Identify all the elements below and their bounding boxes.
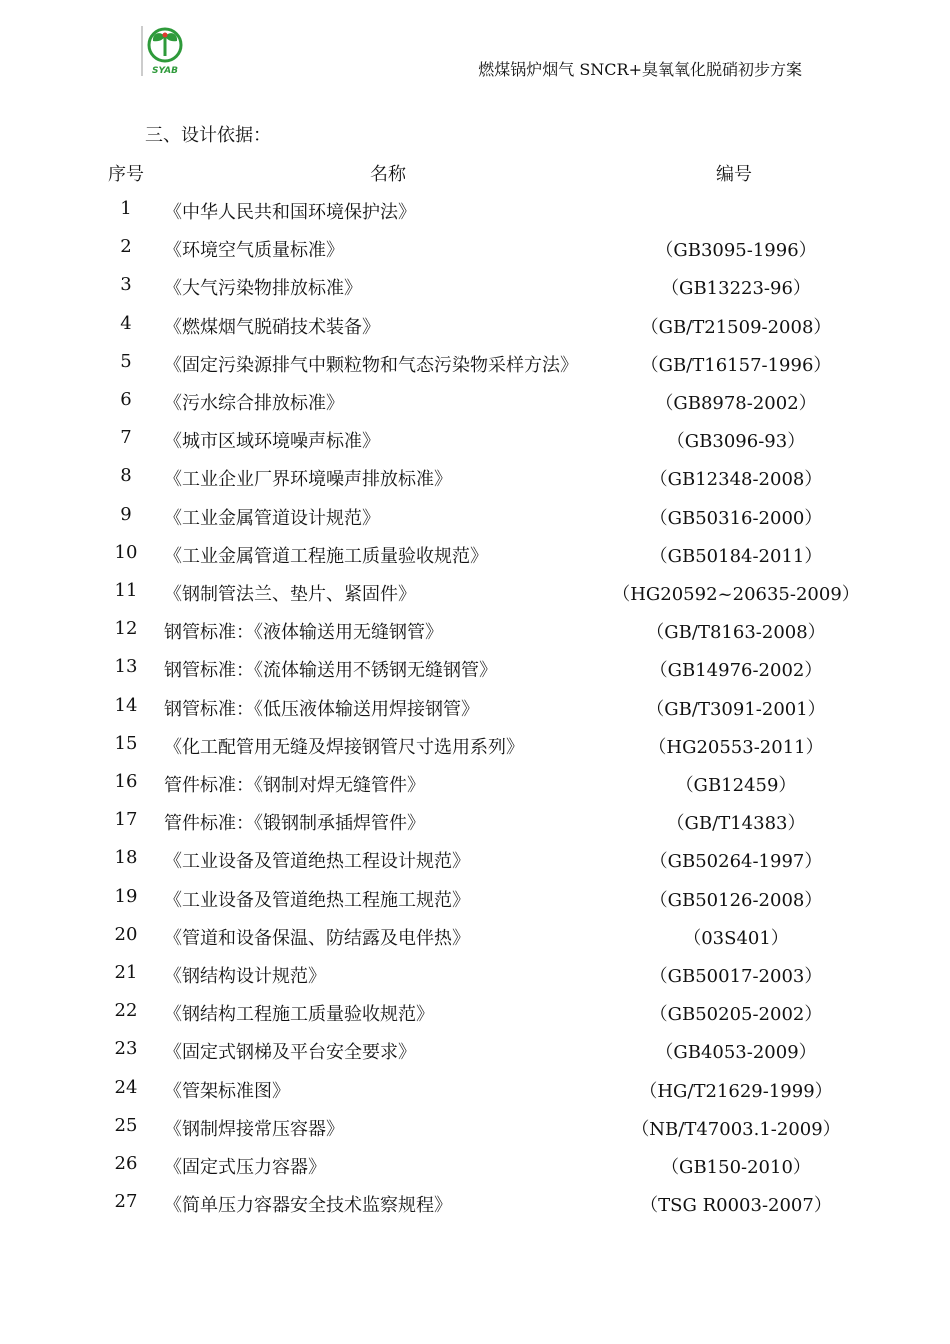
row-standard-code: （GB/T21509-2008） [640,316,832,338]
row-number: 18 [114,847,138,869]
row-number: 22 [114,1000,138,1022]
row-standard-code: （HG20553-2011） [648,736,824,758]
row-number: 11 [114,580,138,601]
row-standard-name: 钢管标准：《低压液体输送用焊接钢管》 [164,698,479,720]
row-number: 13 [114,656,138,678]
row-standard-name: 《固定式钢梯及平台安全要求》 [164,1042,416,1064]
table-row [0,1153,950,1191]
row-number: 1 [120,198,132,219]
row-standard-code: （HG/T21629-1999） [639,1080,833,1102]
row-standard-name: 《环境空气质量标准》 [164,240,344,262]
row-standard-name: 管件标准：《钢制对焊无缝管件》 [164,775,425,796]
table-row [0,771,950,809]
table-row [0,236,950,274]
row-standard-code: （GB150-2010） [661,1157,811,1178]
row-standard-code: （GB4053-2009） [655,1042,817,1064]
row-standard-name: 《燃煤烟气脱硝技术装备》 [164,316,380,338]
row-standard-name: 《大气污染物排放标准》 [164,278,362,300]
row-standard-name: 管件标准：《锻钢制承插焊管件》 [164,813,425,835]
table-row [0,1191,950,1229]
section-title: 三、设计依据： [145,125,271,146]
table-row [0,351,950,389]
row-number: 3 [120,274,132,296]
row-standard-code: （TSG R0003-2007） [640,1195,832,1217]
table-row [0,504,950,542]
row-number: 27 [114,1191,138,1213]
row-standard-code: （GB50205-2002） [649,1004,823,1026]
table-row [0,962,950,1000]
table-row [0,465,950,503]
row-number: 24 [114,1076,138,1098]
row-standard-code: （GB8978-2002） [655,393,817,414]
row-number: 8 [120,465,132,487]
table-row [0,542,950,580]
row-standard-code: （GB/T14383） [666,813,806,835]
row-standard-name: 《化工配管用无缝及焊接钢管尺寸选用系列》 [164,736,524,758]
row-standard-code: （GB50316-2000） [649,507,823,529]
table-row [0,274,950,312]
row-standard-code: （GB12459） [675,775,797,796]
row-standard-name: 《中华人民共和国环境保护法》 [164,202,416,223]
column-header-code: 编号 [716,164,752,185]
row-standard-code: （GB3095-1996） [655,240,817,262]
row-standard-name: 《工业设备及管道绝热工程施工规范》 [164,889,470,911]
row-number: 14 [114,694,138,716]
table-row [0,733,950,771]
company-logo [141,26,187,76]
table-row [0,313,950,351]
row-standard-code: （GB3096-93） [666,431,806,453]
row-standard-code: （GB50126-2008） [649,889,823,911]
table-row [0,695,950,733]
row-number: 9 [120,503,132,525]
table-row [0,1038,950,1076]
logo-text: SYAB [152,66,178,76]
row-standard-code: （GB50264-1997） [649,851,823,873]
row-standard-code: （GB/T3091-2001） [646,698,826,720]
row-standard-name: 《管道和设备保温、防结露及电伴热》 [164,927,470,949]
row-number: 4 [120,312,132,334]
column-header-name: 名称 [370,164,406,185]
row-number: 5 [120,350,132,372]
table-row [0,618,950,656]
row-number: 2 [120,236,132,258]
row-standard-name: 钢管标准：《液体输送用无缝钢管》 [164,622,443,644]
row-standard-code: （HG20592~20635-2009） [612,584,860,605]
row-standard-name: 《污水综合排放标准》 [164,393,344,414]
row-number: 26 [114,1153,138,1174]
table-row [0,847,950,885]
row-standard-name: 《固定污染源排气中颗粒物和气态污染物采样方法》 [164,354,578,376]
row-standard-code: （GB/T16157-1996） [640,354,832,376]
row-number: 17 [114,809,138,831]
row-number: 21 [114,962,138,983]
table-row [0,389,950,427]
row-number: 15 [114,732,138,754]
row-number: 12 [114,618,138,640]
table-row [0,1077,950,1115]
row-standard-code: （GB50017-2003） [649,966,823,987]
row-number: 7 [120,427,132,449]
row-standard-name: 《固定式压力容器》 [164,1157,326,1178]
table-row [0,1115,950,1153]
row-standard-name: 《工业设备及管道绝热工程设计规范》 [164,851,470,873]
row-number: 6 [120,389,132,410]
row-number: 23 [114,1038,138,1060]
table-row [0,198,950,236]
row-number: 25 [114,1114,138,1136]
table-row [0,580,950,618]
row-standard-code: （GB13223-96） [661,278,811,300]
row-standard-name: 《简单压力容器安全技术监察规程》 [164,1195,452,1217]
row-standard-code: （GB14976-2002） [649,660,823,682]
row-standard-code: （03S401） [683,927,789,949]
row-number: 20 [114,923,138,945]
row-standard-name: 《工业金属管道工程施工质量验收规范》 [164,545,488,567]
row-standard-name: 钢管标准：《流体输送用不锈钢无缝钢管》 [164,660,497,682]
column-header-number: 序号 [108,164,144,185]
table-row [0,427,950,465]
row-standard-name: 《城市区域环境噪声标准》 [164,431,380,453]
table-row [0,809,950,847]
row-standard-code: （GB12348-2008） [649,469,823,491]
row-standard-name: 《钢结构工程施工质量验收规范》 [164,1004,434,1026]
row-standard-name: 《钢制管法兰、垫片、紧固件》 [164,584,416,605]
row-number: 10 [114,541,138,563]
table-row [0,924,950,962]
row-standard-name: 《钢结构设计规范》 [164,966,326,987]
row-standard-name: 《工业企业厂界环境噪声排放标准》 [164,469,452,491]
row-number: 16 [114,771,138,792]
row-standard-name: 《钢制焊接常压容器》 [164,1118,344,1140]
row-standard-code: （GB50184-2011） [649,545,823,567]
row-number: 19 [114,885,138,907]
table-row [0,656,950,694]
row-standard-code: （GB/T8163-2008） [646,622,826,644]
row-standard-name: 《管架标准图》 [164,1080,290,1102]
row-standard-name: 《工业金属管道设计规范》 [164,507,380,529]
row-standard-code: （NB/T47003.1-2009） [631,1118,841,1140]
table-row [0,886,950,924]
table-row [0,1000,950,1038]
header-title: 燃煤锅炉烟气 SNCR+臭氧氧化脱硝初步方案 [478,60,802,79]
